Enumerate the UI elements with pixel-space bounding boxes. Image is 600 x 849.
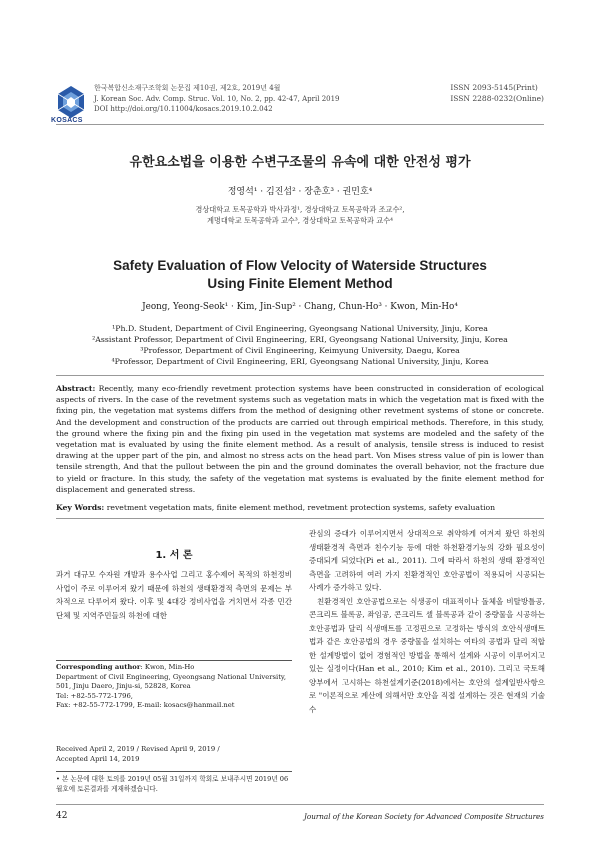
- title-en-line: Using Finite Element Method: [207, 276, 393, 291]
- keywords-label: Key Words:: [56, 503, 105, 512]
- section-heading-intro: 1. 서 론: [155, 550, 193, 561]
- affil-en-line: ²Assistant Professor, Department of Civil Engineering, ERI, Gyeongsang National University, Jinju, Korea: [92, 335, 508, 344]
- affil-en-line: ³Professor, Department of Civil Engineering, Keimyung University, Daegu, Korea: [140, 346, 460, 355]
- right-paragraph-2: 친환경적인 호안공법으로는 식생공이 대표적이나 돌체올 비탈방틀공, 콘크리트 블록공, 좌임공, 콘크리트 셀 블록공과 같이 중량물을 시공하는 호안공법과 달리 식생매트를 고정핀으로 고정하는 방식의 호안식생매트법과 같은 호안공법의 경우 중량물을 설치하는 여타의 공법과 달리 적합한 설계방법이 없어 경험적인 방법을 통해서 설계와 시공이 이루어지고 있는 실정이다(Han et al., 2010; Kim et al., 2010). 그리고 국토해양부에서 고시하는 하천설계기준(2018)에서는 호안의 설계일반사항으로 "이론적으로 계산에 의해서만 호안을 직접 설계하는 것은 현재의 기술수: [309, 596, 545, 714]
- journal-header: [94, 83, 340, 115]
- abstract: [56, 383, 544, 495]
- title-korean: 유한요소법을 이용한 수변구조물의 유속에 대한 안전성 평가: [129, 155, 471, 170]
- affil-kr-line: 경상대학교 토목공학과 박사과정¹, 경상대학교 토목공학과 조교수²,: [195, 205, 405, 214]
- title-english: [0, 257, 600, 293]
- authors-english: Jeong, Yeong-Seok¹ · Kim, Jin-Sup² · Chang, Chun-Ho³ · Kwon, Min-Ho⁴: [142, 302, 458, 312]
- corresponding-line: Department of Civil Engineering, Gyeongsang National University,: [56, 672, 287, 681]
- page-number: 42: [56, 811, 68, 821]
- abstract-text: Recently, many eco-friendly revetment protection systems have been constructed in consideration of ecological aspects of rivers. In the case of the revetment systems such as vegetation mats in which the vegetation mat is fixed with the fixing pin, the vegetation mat systems differs from the method of designing other revetment systems of stone or concrete. And the development and construction of the products are carried out through empirical methods. Therefore, in this study, the ground where the fixing pin and the fixing pin used in the vegetation mat systems are modeled and the safety of the vegetation mat is evaluated by using the finite element method. As a result of analysis, tensile stress is induced to resist drawing at the upper part of the pin, and almost no stress acts on the head part. Von Mises stress value of pin is lower than tensile strength, And that the pullout between the pin and the ground dominates the overall behavior, not the fracture due to yield or fracture. In this study, the safety of the vegetation mat systems is evaluated by the finite element method for displacement and generated stress.: [56, 384, 544, 494]
- corresponding-label: Corresponding author: [56, 663, 141, 671]
- kosacs-logo: [56, 84, 86, 120]
- corresponding-line: Tel: +82-55-772-1796,: [56, 691, 133, 700]
- received-line: Accepted April 14, 2019: [56, 754, 140, 763]
- keywords-text: revetment vegetation mats, finite element method, revetment protection systems, safety evaluation: [106, 503, 496, 512]
- received-line: Received April 2, 2019 / Revised April 9, 2019 /: [56, 745, 220, 753]
- corresponding-line: Fax: +82-55-772-1799, E-mail: kosacs@hanmail.net: [56, 701, 235, 709]
- right-paragraph-1: 관심의 증대가 이루어지면서 상대적으로 취약하게 여겨져 왔던 하천의 생태환경적 측면과 친수기능 등에 대한 하천환경기능의 강화 필요성이 증대되게 되었다(Pi et al., 2011). 그에 따라서 하천의 생태 환경적인 측면을 고려하여 여러 가지 친환경적인 호안공법이 적용되어 시공되는 사례가 증가하고 있다.: [309, 529, 545, 592]
- corresponding-name: : Kwon, Min-Ho: [140, 663, 195, 671]
- abstract-top-rule: [56, 375, 544, 376]
- corresponding-line: 501, Jinju Daero, Jinju-si, 52828, Korea: [56, 682, 191, 690]
- logo-label: KOSACS: [51, 117, 83, 124]
- header-line-en: J. Korean Soc. Adv. Comp. Struc. Vol. 10, No. 2, pp. 42-47, April 2019: [94, 94, 340, 103]
- issn-online: ISSN 2288-0232(Online): [450, 93, 544, 103]
- header-line-kr: 한국복합신소재구조학회 논문집 제10권, 제2호, 2019년 4월: [94, 84, 281, 92]
- affiliations-korean: [0, 204, 600, 226]
- discussion-footnote: • 본 논문에 대한 토의를 2019년 05월 31일까지 학회로 보내주시면 2019년 06월호에 토론결과를 게재하겠습니다.: [56, 771, 292, 794]
- affiliations-english: [0, 323, 600, 367]
- abstract-label: Abstract:: [56, 384, 96, 393]
- corresponding-author-box: [56, 660, 292, 711]
- journal-footer: Journal of the Korean Society for Advanced Composite Structures: [304, 812, 544, 821]
- intro-paragraph-right: [309, 527, 545, 716]
- title-en-line: Safety Evaluation of Flow Velocity of Waterside Structures: [113, 258, 487, 273]
- header-rule: [56, 124, 544, 125]
- footer-rule: [56, 804, 544, 805]
- affil-en-line: ⁴Professor, Department of Civil Engineering, ERI, Gyeongsang National University, Jinju, Korea: [111, 357, 489, 366]
- affil-kr-line: 계명대학교 토목공학과 교수³, 경상대학교 토목공학과 교수⁴: [206, 216, 394, 225]
- issn-print: ISSN 2093-5145(Print): [450, 83, 538, 92]
- received-dates: [56, 745, 292, 764]
- doi-link[interactable]: DOI http://doi.org/10.11004/kosacs.2019.10.2.042: [94, 105, 273, 113]
- issn-block: [450, 83, 544, 104]
- keywords: [56, 502, 544, 513]
- abstract-bottom-rule: [56, 518, 544, 519]
- authors-korean: 정영석¹ · 김진섭² · 장춘호³ · 권민호⁴: [227, 187, 373, 197]
- intro-paragraph-left: 과거 대규모 수자원 개발과 용수사업 그리고 홍수제어 목적의 하천정비 사업이 주로 이루어져 왔기 때문에 하천의 생태환경적 측면의 문제는 부차적으로 다루어져 왔다. 이후 및 4대강 정비사업을 거치면서 각종 민간단체 및 지역주민들의 하천에 대한: [56, 570, 292, 620]
- affil-en-line: ¹Ph.D. Student, Department of Civil Engineering, Gyeongsang National University, Jinju, Korea: [112, 324, 488, 333]
